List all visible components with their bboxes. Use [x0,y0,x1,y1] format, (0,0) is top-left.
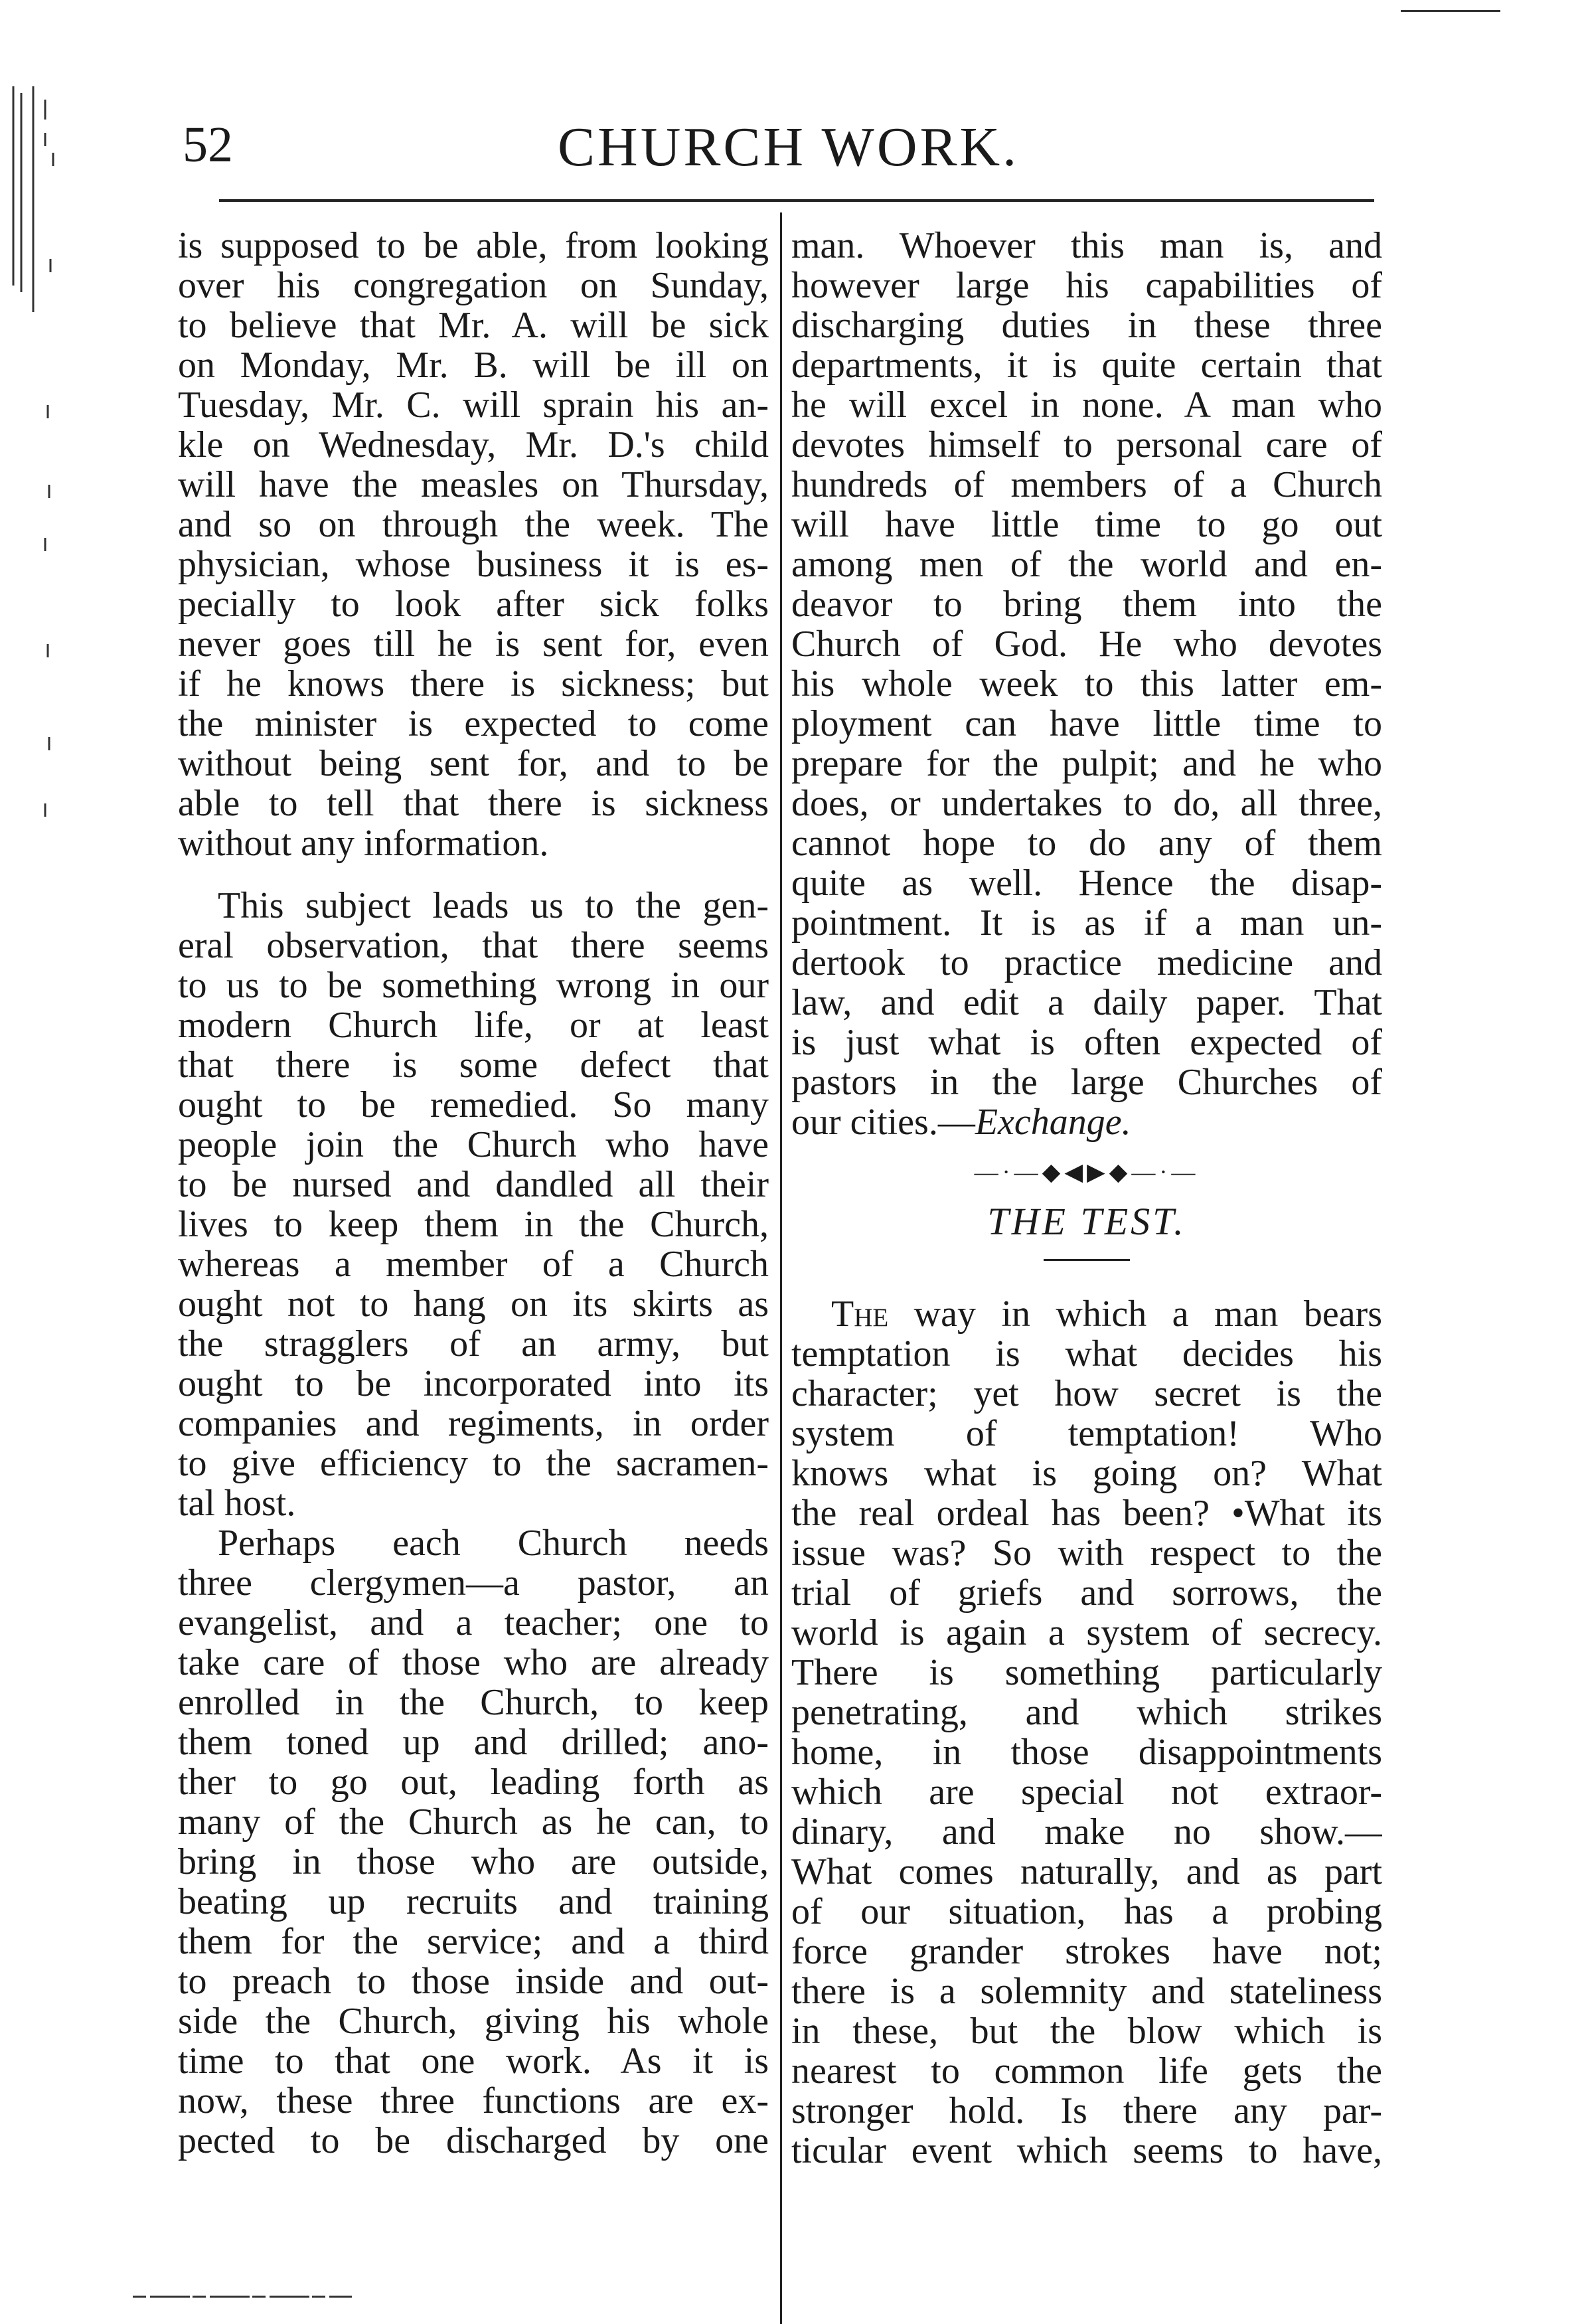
text-line: eral observation, that there seems [178,926,769,965]
text-line: prepare for the pulpit; and he who [791,744,1382,784]
text-line: them toned up and drilled; ano- [178,1722,769,1762]
text-line: which are special not extraor- [791,1772,1382,1812]
text-line: the real ordeal has been? •What its [791,1493,1382,1533]
text-line: deavor to bring them into the [791,584,1382,624]
text-line: he will excel in none. A man who [791,385,1382,425]
text-line: ought to be incorporated into its [178,1364,769,1404]
text-line: without being sent for, and to be [178,744,769,784]
text-line: will have the measles on Thursday, [178,465,769,505]
text-line: pastors in the large Churches of [791,1062,1382,1102]
margin-scan-marks [7,73,66,837]
text-line: What comes naturally, and as part [791,1852,1382,1892]
header-rule [219,199,1374,202]
text-line: Tuesday, Mr. C. will sprain his an- [178,385,769,425]
text-line: nearest to common life gets the [791,2051,1382,2091]
text-line: trial of griefs and sorrows, the [791,1573,1382,1613]
text-line-with-source [791,1102,1382,1142]
text-line: temptation is what decides his [791,1334,1382,1374]
text-line: there is a solemnity and stateliness [791,1971,1382,2011]
text-line: quite as well. Hence the disap- [791,863,1382,903]
text-line: time to that one work. As it is [178,2041,769,2081]
text-line: knows what is going on? What [791,1453,1382,1493]
text-line: will have little time to go out [791,505,1382,544]
text-line: in these, but the blow which is [791,2011,1382,2051]
text-line: tal host. [178,1483,296,1523]
text-line: enrolled in the Church, to keep [178,1683,769,1722]
text-line: is just what is often expected of [791,1023,1382,1062]
text-line: pected to be discharged by one [178,2121,769,2161]
text-line: companies and regiments, in order [178,1404,769,1444]
text-line: ought not to hang on its skirts as [178,1284,769,1324]
text-line: take care of those who are already [178,1643,769,1683]
text-line: able to tell that there is sickness [178,784,769,823]
page-number: 52 [183,117,233,173]
left-column [178,226,769,2161]
text-line: without any information. [178,823,549,863]
text-line: cannot hope to do any of them [791,823,1382,863]
text-line: bring in those who are outside, [178,1842,769,1882]
text-line: the minister is expected to come [178,704,769,744]
text-line: that there is some defect that [178,1045,769,1085]
text-line [791,1294,1382,1334]
text-line: beating up recruits and training [178,1882,769,1922]
paragraph-continued-right [791,226,1382,1142]
text-line: if he knows there is sickness; but [178,664,769,704]
text-line: departments, it is quite certain that [791,345,1382,385]
text-line: to give efficiency to the sacramen- [178,1444,769,1483]
text-line: side the Church, giving his whole [178,2001,769,2041]
text-line: to preach to those inside and out- [178,1961,769,2001]
text-line: people join the Church who have [178,1125,769,1165]
text-line: penetrating, and which strikes [791,1693,1382,1732]
section-ornament: —·—◆◀▶◆—·— [974,1159,1200,1185]
text-line: man. Whoever this man is, and [791,226,1382,266]
text-line: of our situation, has a probing [791,1892,1382,1932]
text-line: ought to be remedied. So many [178,1085,769,1125]
text-line: on Monday, Mr. B. will be ill on [178,345,769,385]
text-line: issue was? So with respect to the [791,1533,1382,1573]
text-line: This subject leads us to the gen- [218,886,769,926]
text-line: hundreds of members of a Church [791,465,1382,505]
text-line: however large his capabilities of [791,266,1382,305]
paragraph-observation [178,886,769,1523]
text-line: ployment can have little time to [791,704,1382,744]
paragraph-continued [178,226,769,863]
text-line: pecially to look after sick folks [178,584,769,624]
text-line: is supposed to be able, from looking [178,226,769,266]
text-line: There is something particularly [791,1653,1382,1693]
opening-word: The [831,1294,889,1334]
text-line: stronger hold. Is there any par- [791,2091,1382,2131]
text-line: law, and edit a daily paper. That [791,983,1382,1023]
text-line: pointment. It is as if a man un- [791,903,1382,943]
top-right-edge-rule [1401,10,1500,12]
text-line: modern Church life, or at least [178,1005,769,1045]
text-line: dertook to practice medicine and [791,943,1382,983]
text-line: now, these three functions are ex- [178,2081,769,2121]
paragraph-three-clergymen [178,1523,769,2161]
text-line: Perhaps each Church needs [218,1523,769,1563]
text-line: physician, whose business it is es- [178,544,769,584]
text-line: force grander strokes have not; [791,1932,1382,1971]
text-line: three clergymen—a pastor, an [178,1563,769,1603]
text-line: discharging duties in these three [791,305,1382,345]
text-line: world is again a system of secrecy. [791,1613,1382,1653]
text-line: home, in those disappointments [791,1732,1382,1772]
text-line: does, or undertakes to do, all three, [791,784,1382,823]
text-line: whereas a member of a Church [178,1244,769,1284]
text-line: dinary, and make no show.— [791,1812,1382,1852]
text-line: ther to go out, leading forth as [178,1762,769,1802]
text-line: to believe that Mr. A. will be sick [178,305,769,345]
text-line: lives to keep them in the Church, [178,1204,769,1244]
text-line: evangelist, and a teacher; one to [178,1603,769,1643]
source-credit: Exchange. [975,1102,1131,1142]
text-line: character; yet how secret is the [791,1374,1382,1414]
bottom-scan-mark [133,2295,352,2299]
text-line: kle on Wednesday, Mr. D.'s child [178,425,769,465]
text-line: devotes himself to personal care of [791,425,1382,465]
paragraph-the-test [791,1294,1382,2171]
text-line: his whole week to this latter em- [791,664,1382,704]
text-fragment: way in which a man bears [888,1294,1382,1334]
running-head: CHURCH WORK. [558,116,1020,178]
text-line: to be nursed and dandled all their [178,1165,769,1204]
text-line: among men of the world and en- [791,544,1382,584]
text-line: many of the Church as he can, to [178,1802,769,1842]
text-line: them for the service; and a third [178,1922,769,1961]
column-divider [780,212,782,2324]
text-line: ticular event which seems to have, [791,2131,1382,2171]
text-line: the stragglers of an army, but [178,1324,769,1364]
text-line: never goes till he is sent for, even [178,624,769,664]
text-line: to us to be something wrong in our [178,965,769,1005]
text-line: and so on through the week. The [178,505,769,544]
text-line: system of temptation! Who [791,1414,1382,1453]
text-fragment: our cities.— [791,1102,975,1142]
text-line: Church of God. He who devotes [791,624,1382,664]
right-column [791,226,1382,2171]
text-line: over his congregation on Sunday, [178,266,769,305]
section-title: THE TEST. [987,1200,1186,1243]
title-rule [1044,1259,1130,1261]
